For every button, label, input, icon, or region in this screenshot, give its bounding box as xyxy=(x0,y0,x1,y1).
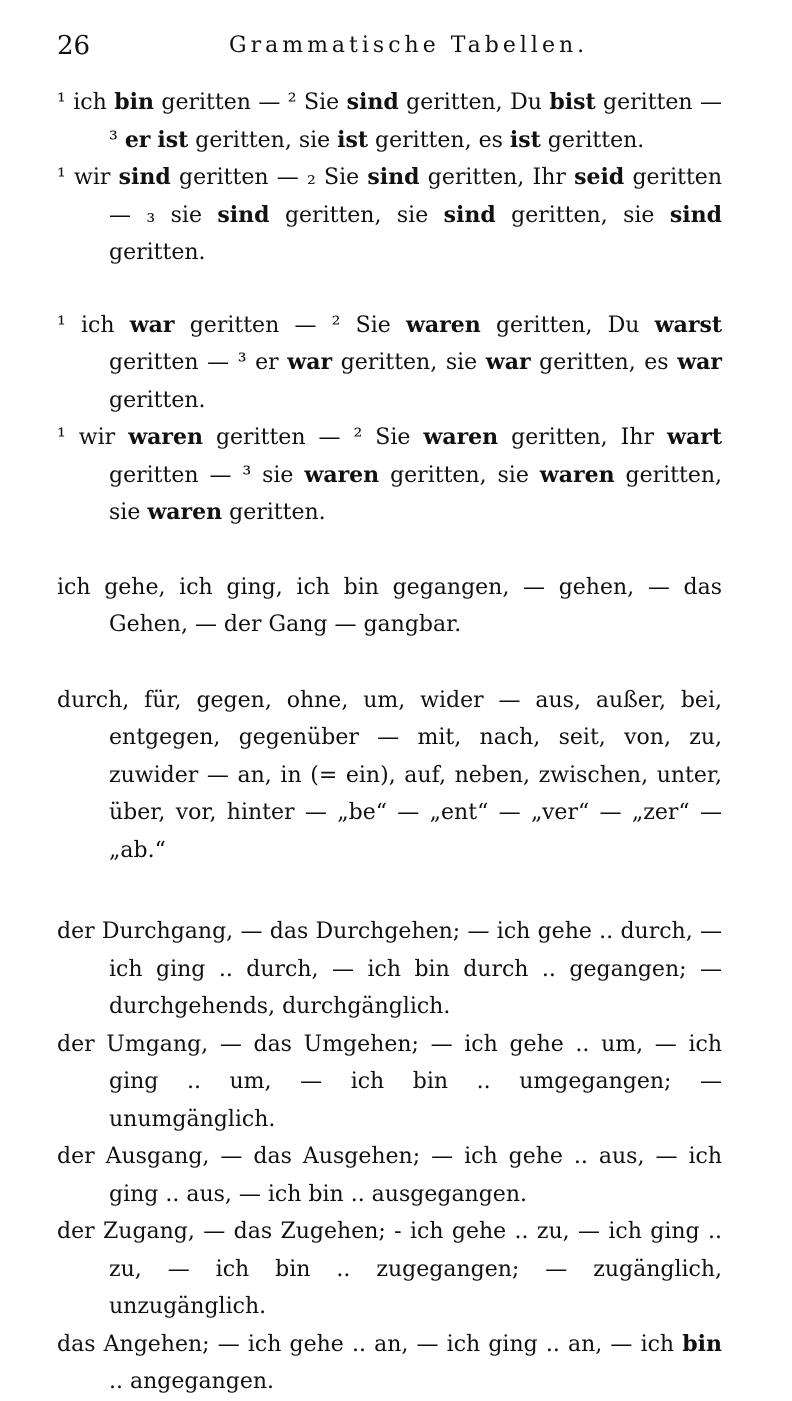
emphasized-word: waren xyxy=(539,461,615,488)
emphasized-word: sind xyxy=(118,164,171,190)
text-run: geritten. xyxy=(109,240,206,265)
text-run: geritten, sie xyxy=(269,202,444,228)
emphasized-word: war xyxy=(287,349,333,375)
text-run: der Durchgang, — das Durchgehen; — ich gehe .. durch, — ich ging .. durch, — ich bin durch .. gegangen; — durchgehends, durchgänglich. xyxy=(57,919,722,1019)
emphasized-word: ist xyxy=(157,126,189,153)
text-run: der Zugang, — das Zugehen; - ich gehe .. zu, — ich ging .. zu, — ich bin .. zugegangen; — zugänglich, unzugänglich. xyxy=(57,1219,722,1319)
text-run: geritten — ² Sie xyxy=(202,425,424,450)
page-body xyxy=(57,84,722,1401)
text-run: geritten — ³ xyxy=(109,90,723,153)
text-run: geritten — ² Sie xyxy=(174,312,406,338)
emphasized-word: waren xyxy=(147,499,223,525)
page-header xyxy=(57,28,722,64)
emphasized-word: war xyxy=(485,349,531,375)
text-run: geritten — ² Sie xyxy=(153,90,347,115)
text-run: durch, für, gegen, ohne, um, wider — aus, außer, bei, entgegen, gegenüber — mit, nach, seit, von, zu, zuwider — an, in (= ein), auf, neben, zwischen, unter, über, vor, hinter — „be“ — „ent“ — „ver“ — „zer“ — „ab.“ xyxy=(57,687,722,863)
paragraph-zugang xyxy=(57,1213,722,1326)
paragraph-gehen-forms xyxy=(57,569,722,644)
text-run: der Umgang, — das Umgehen; — ich gehe .. um, — ich ging .. um, — ich bin .. umgegangen; — unumgänglich. xyxy=(57,1031,722,1132)
emphasized-word: waren xyxy=(128,424,203,450)
text-run: ¹ ich xyxy=(57,90,115,115)
text-run: das Angehen; — ich gehe .. an, — ich ging .. an, — ich xyxy=(57,1331,683,1357)
text-run: ¹ wir xyxy=(57,165,119,190)
text-run: geritten. xyxy=(222,500,326,525)
paragraph-durchgang xyxy=(57,913,722,1026)
emphasized-word: wart xyxy=(667,424,722,450)
emphasized-word: war xyxy=(677,349,722,375)
emphasized-word: war xyxy=(129,311,175,338)
text-run: geritten, Ihr xyxy=(419,165,575,190)
text-run: geritten — ₃ sie xyxy=(109,165,722,228)
text-run: geritten. xyxy=(109,387,206,413)
text-run: geritten, Du xyxy=(398,90,550,115)
text-run: geritten, sie xyxy=(332,350,486,375)
emphasized-word: sind xyxy=(443,201,496,228)
text-run: geritten — ³ er xyxy=(109,350,288,375)
text-run: geritten, Du xyxy=(480,312,655,338)
text-run: geritten. xyxy=(540,127,645,153)
emphasized-word: seid xyxy=(574,164,625,190)
emphasized-word: sind xyxy=(217,201,270,228)
text-run: geritten, sie xyxy=(109,462,722,525)
text-run: geritten, sie xyxy=(379,462,540,488)
emphasized-word: ist xyxy=(509,126,541,153)
text-run: .. angegangen. xyxy=(109,1369,274,1394)
paragraph-prepositions xyxy=(57,682,722,870)
text-run: geritten — ³ sie xyxy=(109,462,305,488)
emphasized-word: waren xyxy=(304,461,380,488)
paragraph-ausgang xyxy=(57,1138,722,1213)
text-run: geritten, sie xyxy=(188,127,338,153)
paragraph-pluperfect-singular xyxy=(57,307,722,420)
emphasized-word: bist xyxy=(549,89,596,115)
text-run: geritten — ₂ Sie xyxy=(170,165,368,190)
text-run: ich gehe, ich ging, ich bin gegangen, — gehen, — das Gehen, — der Gang — gangbar. xyxy=(57,574,722,637)
page-number: 26 xyxy=(57,31,91,61)
paragraph-angehen xyxy=(57,1326,722,1401)
emphasized-word: sind xyxy=(346,89,399,115)
emphasized-word: bin xyxy=(682,1330,722,1357)
emphasized-word: sind xyxy=(367,164,420,190)
paragraph-umgang xyxy=(57,1026,722,1139)
text-run: geritten, es xyxy=(530,350,678,375)
emphasized-word: warst xyxy=(654,311,722,338)
emphasized-word: ist xyxy=(337,126,369,153)
text-run: geritten, es xyxy=(368,127,510,153)
emphasized-word: waren xyxy=(405,311,481,338)
emphasized-word: er xyxy=(124,126,151,153)
text-run: geritten, Ihr xyxy=(498,425,668,450)
emphasized-word: waren xyxy=(423,424,499,450)
text-run: ¹ wir xyxy=(57,425,129,450)
running-title: Grammatische Tabellen. xyxy=(229,33,589,58)
paragraph-pluperfect-plural xyxy=(57,419,722,532)
emphasized-word: sind xyxy=(669,201,722,228)
emphasized-word: bin xyxy=(114,89,154,115)
text-run: ¹ ich xyxy=(57,312,130,338)
paragraph-perfect-plural xyxy=(57,159,722,272)
text-run: der Ausgang, — das Ausgehen; — ich gehe .. aus, — ich ging .. aus, — ich bin .. ausgegangen. xyxy=(57,1144,722,1207)
paragraph-perfect-singular xyxy=(57,84,722,159)
text-run: geritten, sie xyxy=(495,202,670,228)
